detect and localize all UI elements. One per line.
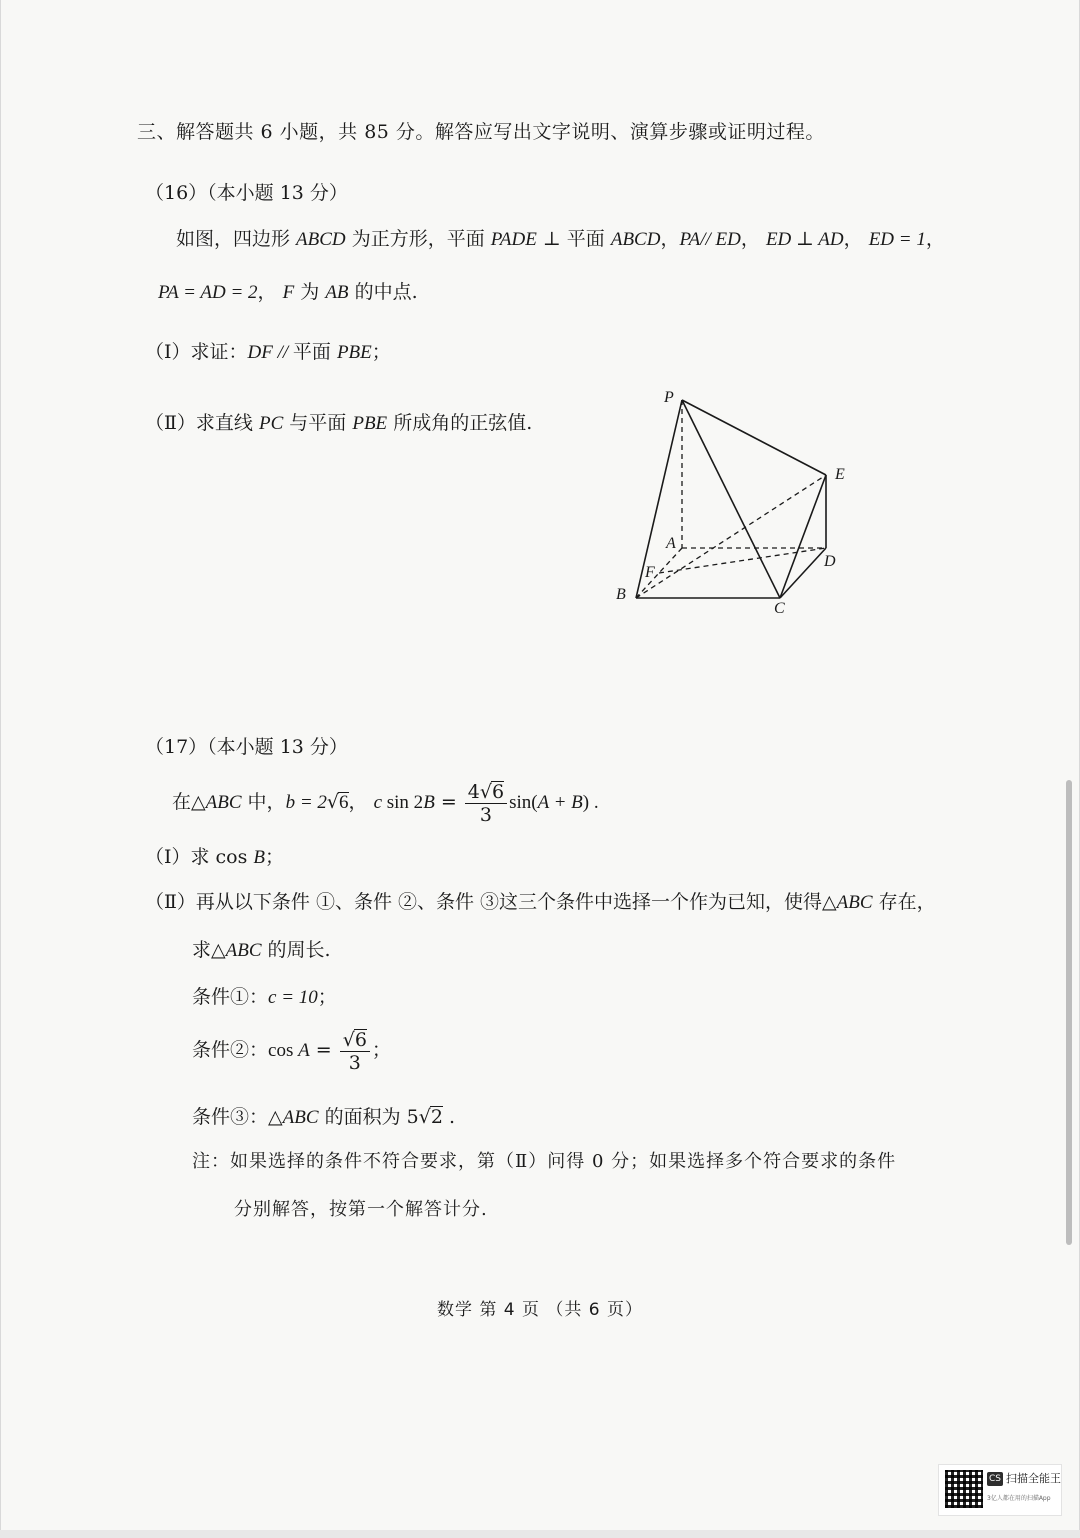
q16-text: ；: [371, 341, 391, 363]
scanner-watermark: [938, 1464, 1062, 1516]
q17-text: （Ⅱ）再从以下条件 ①、条件 ②、条件 ③这三个条件中选择一个作为已知，使得△: [145, 891, 837, 913]
q16-math: AB: [325, 282, 349, 303]
q17-text: =: [434, 791, 463, 813]
label-E: E: [835, 466, 845, 483]
q17-math: A + B: [537, 792, 583, 813]
fraction-4sqrt6-over-3: [465, 781, 507, 826]
radical-sign: √: [479, 780, 492, 803]
frac-num: [340, 1029, 370, 1052]
label-A: A: [666, 535, 676, 552]
q16-text: 为正方形，平面: [345, 228, 491, 250]
section-title: 三、解答题共 6 小题，共 85 分。解答应写出文字说明、演算步骤或证明过程。: [137, 121, 825, 143]
note-line2: 分别解答，按第一个解答计分.: [234, 1199, 488, 1220]
edge-PC: [682, 400, 780, 598]
q17-math: ABC: [225, 940, 262, 961]
q17-text: 中，: [241, 791, 286, 813]
bottom-bar: [0, 1530, 1080, 1538]
q17-part2-line2: [192, 937, 331, 964]
q17-text: 求△: [192, 939, 226, 961]
watermark-name: 扫描全能王: [1006, 1472, 1061, 1485]
sqrt-6: 6: [339, 792, 349, 813]
condition-label: 条件②：: [192, 1039, 269, 1061]
q17-math: b = 2: [285, 792, 327, 813]
q17-math: sin 2: [382, 792, 424, 813]
label-P: P: [664, 389, 674, 406]
q16-text: 如图，四边形: [176, 228, 297, 250]
page-footer: 数学 第 4 页 （共 6 页）: [436, 1300, 644, 1320]
label-F: F: [645, 564, 655, 581]
q17-math: B: [423, 792, 435, 813]
q17-text: ，: [348, 791, 368, 813]
q17-text: ；: [371, 1039, 391, 1061]
q17-text: .: [442, 1106, 455, 1128]
q16-math: DF //: [247, 342, 293, 363]
q17-text: ；: [317, 986, 337, 1008]
q16-text: 平面: [292, 341, 337, 363]
q16-math: ED = 1: [868, 229, 926, 250]
sqrt-2: 2: [430, 1106, 443, 1128]
condition-3: [192, 1104, 455, 1131]
q16-part2-label: （Ⅱ）求直线: [145, 412, 259, 434]
q16-math: PBE: [336, 342, 372, 363]
q16-math: ABCD: [296, 229, 346, 250]
q16-part2: [145, 410, 532, 437]
q17-text: 在△: [172, 791, 206, 813]
radical-sign: √: [418, 1106, 431, 1128]
label-B: B: [616, 586, 626, 603]
q16-text: 与平面: [283, 412, 353, 434]
q17-text: 存在，: [872, 891, 936, 913]
q16-math: PC: [258, 413, 284, 434]
sqrt-6: 6: [354, 1028, 367, 1051]
condition-2: [192, 1028, 391, 1074]
q17-math: ABC: [205, 792, 242, 813]
q16-stem-line1: [176, 226, 945, 253]
q16-math: ED ⊥ AD: [765, 229, 844, 250]
q16-math: PA// ED: [679, 229, 741, 250]
edge-CD: [780, 548, 826, 598]
q17-math: c = 10: [268, 987, 318, 1008]
q16-text: ，: [257, 281, 277, 303]
sqrt-6: 6: [492, 780, 505, 803]
q16-header: （16）（本小题 13 分）: [145, 182, 348, 204]
q17-math: ) .: [582, 792, 599, 813]
q16-part1-label: （Ⅰ）求证：: [145, 341, 248, 363]
q17-part1-label: （Ⅰ）求 cos: [145, 846, 254, 868]
q17-math: ABC: [282, 1107, 319, 1128]
q16-text: ⊥ 平面: [536, 228, 611, 250]
q17-text: 的面积为 5: [318, 1106, 419, 1128]
q16-text: ，: [740, 228, 760, 250]
frac-den: 3: [479, 803, 492, 826]
scrollbar[interactable]: [1066, 780, 1072, 1245]
q17-text: 的周长.: [261, 939, 331, 961]
condition-label: 条件①：: [192, 986, 269, 1008]
q16-text: 的中点.: [348, 281, 418, 303]
fraction-sqrt6-over-3: [340, 1029, 370, 1074]
q17-math: B: [253, 847, 266, 868]
qr-code-icon: [945, 1470, 983, 1508]
q16-part1: [145, 339, 391, 366]
q16-math: PBE: [352, 413, 388, 434]
frac-num-4: 4: [467, 780, 480, 803]
q16-math: PA = AD = 2: [158, 282, 258, 303]
radical-sign: √: [326, 791, 339, 813]
q17-math: A: [298, 1040, 310, 1061]
watermark-subtitle: 3亿人都在用的扫描App: [987, 1495, 1051, 1502]
q17-text: =: [309, 1039, 338, 1061]
edge-CE: [780, 475, 826, 598]
q17-text: ；: [265, 846, 285, 868]
q17-math: cos: [268, 1040, 299, 1061]
frac-den: 3: [348, 1051, 361, 1074]
q16-math: F: [282, 282, 295, 303]
label-C: C: [774, 600, 785, 617]
edge-PB: [636, 400, 682, 598]
edge-FD: [659, 548, 826, 573]
q17-part1: [145, 844, 284, 871]
q16-stem-line2: [158, 279, 418, 306]
q17-math: c: [373, 792, 382, 813]
q16-text: ，: [660, 228, 680, 250]
q16-text: ，: [925, 228, 945, 250]
q16-math: PADE: [490, 229, 537, 250]
q17-text: △: [268, 1106, 283, 1128]
q16-math: ABCD: [610, 229, 661, 250]
q17-header: （17）（本小题 13 分）: [145, 736, 348, 758]
pyramid-figure: [600, 382, 880, 622]
q17-math: ABC: [836, 892, 873, 913]
condition-label: 条件③：: [192, 1106, 269, 1128]
note-line1: 注：如果选择的条件不符合要求，第（Ⅱ）问得 0 分；如果选择多个符合要求的条件: [192, 1151, 897, 1172]
q16-text: 所成角的正弦值.: [387, 412, 533, 434]
q16-text: ，: [843, 228, 863, 250]
q17-stem: [172, 780, 599, 826]
frac-num: [465, 781, 507, 804]
radical-sign: √: [342, 1028, 355, 1051]
label-D: D: [824, 553, 836, 570]
edge-PE: [682, 400, 826, 475]
camscanner-logo-icon: CS: [989, 1474, 1001, 1484]
q16-text: 为: [294, 281, 326, 303]
condition-1: [192, 984, 337, 1011]
q17-math: sin(: [509, 792, 538, 813]
q17-part2-line1: [145, 889, 936, 916]
